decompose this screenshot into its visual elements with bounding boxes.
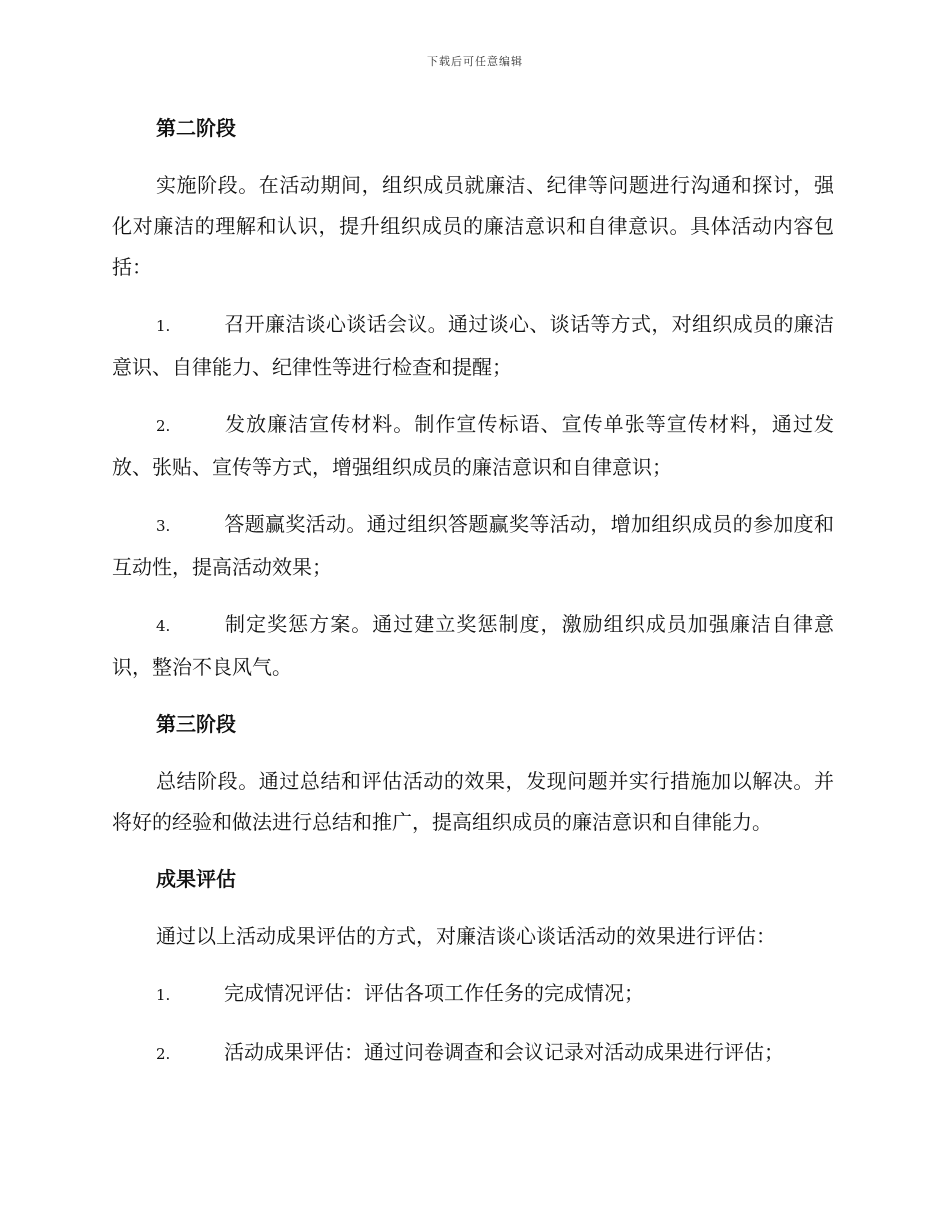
stage3-intro-paragraph: 总结阶段。通过总结和评估活动的效果，发现问题并实行措施加以解决。并将好的经验和做法进行总结和推广，提高组织成员的廉洁意识和自律能力。: [112, 769, 834, 834]
list-item-number: 4.: [156, 617, 171, 635]
list-item: [112, 504, 834, 588]
section-heading-evaluation: 成果评估: [156, 867, 236, 891]
list-item-number: 2.: [156, 1045, 171, 1063]
evaluation-intro-paragraph: 通过以上活动成果评估的方式，对廉洁谈心谈话活动的效果进行评估：: [156, 924, 776, 948]
list-item-text: 发放廉洁宣传材料。制作宣传标语、宣传单张等宣传材料，通过发放、张贴、宣传等方式，增强组织成员的廉洁意识和自律意识；: [112, 412, 834, 479]
list-item-text: 制定奖惩方案。通过建立奖惩制度，激励组织成员加强廉洁自律意识，整治不良风气。: [112, 612, 834, 679]
list-item-number: 2.: [156, 417, 171, 435]
list-item-number: 3.: [156, 517, 171, 535]
page-header: 下载后可任意编辑: [427, 55, 523, 68]
stage2-intro-paragraph: 实施阶段。在活动期间，组织成员就廉洁、纪律等问题进行沟通和探讨，强化对廉洁的理解和认识，提升组织成员的廉洁意识和自律意识。具体活动内容包括：: [112, 173, 834, 279]
list-item-text: 召开廉洁谈心谈话会议。通过谈心、谈话等方式，对组织成员的廉洁意识、自律能力、纪律性等进行检查和提醒；: [112, 312, 834, 379]
list-item: [112, 404, 834, 488]
list-item-text: 答题赢奖活动。通过组织答题赢奖等活动，增加组织成员的参加度和互动性，提高活动效果；: [112, 512, 834, 579]
section-heading-stage2: 第二阶段: [156, 116, 236, 140]
list-item: [112, 304, 834, 388]
list-item-number: 1.: [156, 317, 171, 335]
list-item-text: 完成情况评估：评估各项工作任务的完成情况；: [224, 981, 644, 1005]
list-item: [112, 973, 834, 1016]
list-item: [112, 1032, 834, 1075]
list-item: [112, 604, 834, 688]
document-body: [112, 108, 834, 1091]
section-heading-stage3: 第三阶段: [156, 712, 236, 736]
list-item-text: 活动成果评估：通过问卷调查和会议记录对活动成果进行评估；: [224, 1040, 784, 1064]
list-item-number: 1.: [156, 986, 171, 1004]
